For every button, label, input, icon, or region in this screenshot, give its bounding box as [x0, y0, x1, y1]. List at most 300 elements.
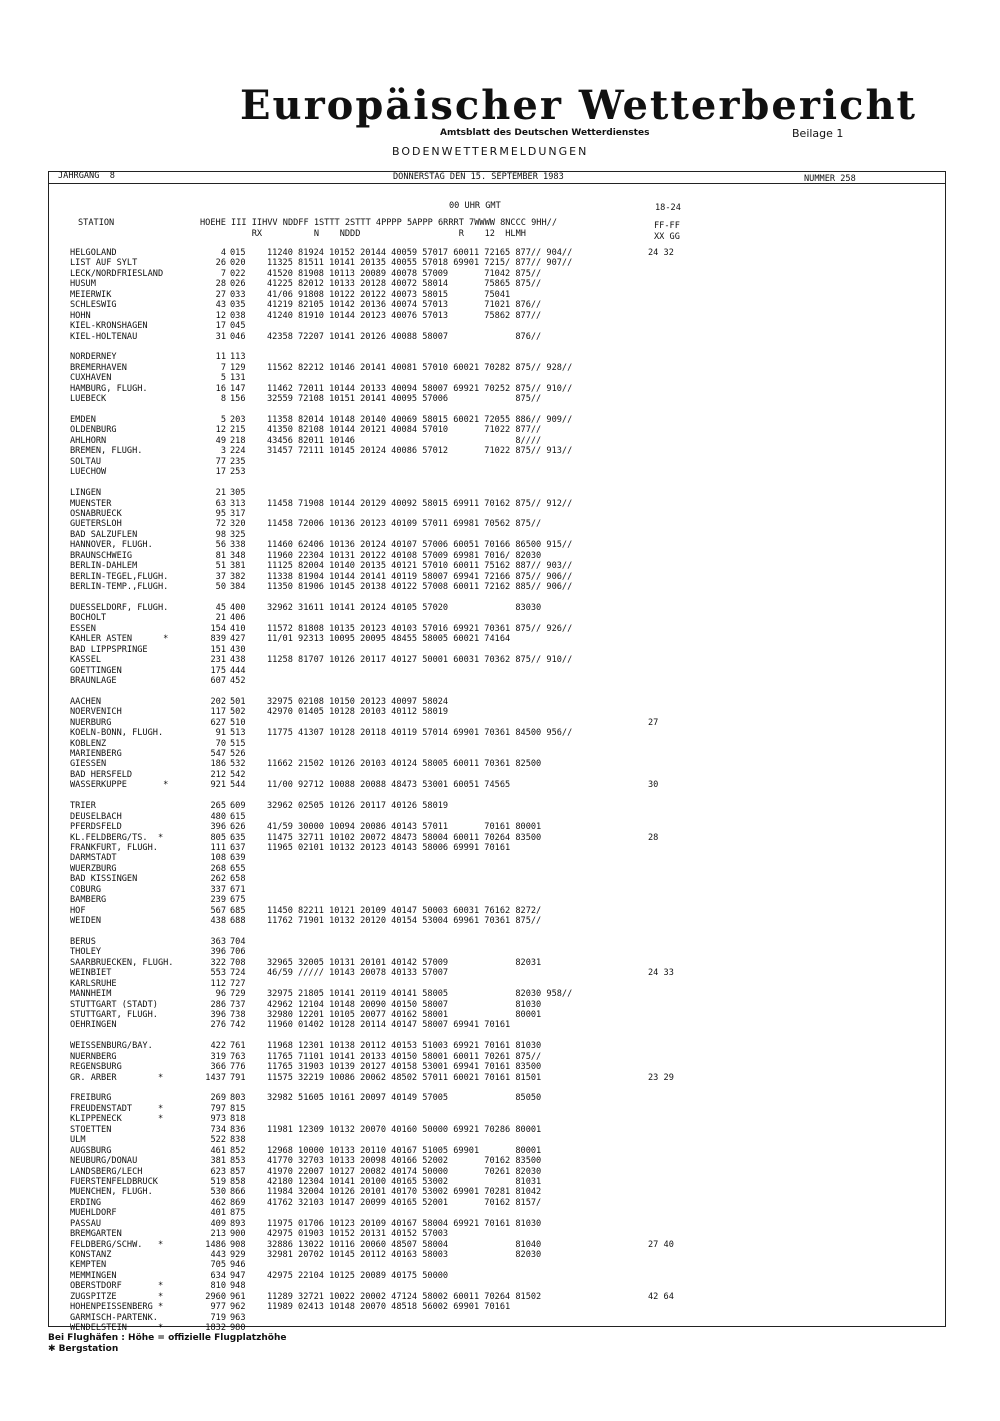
observation-codes: 41970 22007 10127 20082 40174 50000 70261 82030 — [267, 1166, 542, 1177]
observation-codes: 43456 82011 10146 8//// — [267, 435, 542, 446]
observation-codes: 32981 20702 10145 20112 40163 58003 82030 — [267, 1250, 542, 1260]
station-height: 366 — [210, 1062, 226, 1073]
station-number: 502 — [230, 707, 246, 718]
station-number: 501 — [230, 696, 246, 707]
station-number: 113 — [230, 352, 246, 363]
table-row — [70, 843, 930, 853]
station-height: 12 — [215, 310, 226, 321]
station-number: 215 — [230, 425, 246, 436]
station-height: 8 — [220, 394, 226, 405]
station-number: 513 — [230, 728, 246, 739]
table-row — [70, 645, 930, 655]
station-height: 634 — [210, 1270, 226, 1281]
station-name: BERLIN-TEGEL,FLUGH. — [70, 571, 169, 582]
footnote-airports: Bei Flughäfen : Höhe = offizielle Flugplatzhöhe — [48, 1333, 287, 1343]
station-height: 28 — [215, 279, 226, 290]
station-name: THOLEY — [70, 947, 102, 958]
observation-codes: 31457 72111 10145 20124 40086 57012 71022 875// 913// — [267, 446, 573, 457]
observation-codes: 32975 21805 10141 20119 40141 58005 82030 958// — [267, 989, 573, 1000]
station-name: NUERBURG — [70, 717, 112, 728]
station-number: 510 — [230, 717, 246, 728]
station-name: AUGSBURG — [70, 1145, 112, 1156]
station-height: 96 — [215, 989, 226, 1000]
station-number: 452 — [230, 675, 246, 686]
station-height: 265 — [210, 801, 226, 812]
station-number: 791 — [230, 1072, 246, 1083]
table-row — [70, 551, 930, 561]
table-row — [70, 540, 930, 550]
station-number: 671 — [230, 884, 246, 895]
station-height: 530 — [210, 1187, 226, 1198]
station-height: 70 — [215, 738, 226, 749]
station-name: KL.FELDBERG/TS. * — [70, 832, 164, 843]
table-row — [70, 279, 930, 289]
station-height: 56 — [215, 540, 226, 551]
table-row — [70, 1250, 930, 1260]
station-name: WEINBIET — [70, 968, 112, 979]
station-height: 3 — [220, 446, 226, 457]
table-row — [70, 697, 930, 707]
station-number: 946 — [230, 1260, 246, 1271]
station-name: SOLTAU — [70, 456, 102, 467]
station-height: 269 — [210, 1093, 226, 1104]
station-height: 462 — [210, 1197, 226, 1208]
station-number: 348 — [230, 550, 246, 561]
station-name: LIST AUF SYLT — [70, 258, 138, 269]
table-row — [70, 488, 930, 498]
station-number: 836 — [230, 1124, 246, 1135]
station-height: 43 — [215, 300, 226, 311]
station-height: 49 — [215, 435, 226, 446]
observation-codes: 11762 71901 10132 20120 40154 53004 69961 70361 875// — [267, 916, 542, 926]
supplement-label: Beilage 1 — [792, 127, 844, 140]
observation-codes: 41762 32103 10147 20099 40165 52001 70162 8157/ — [267, 1197, 542, 1208]
station-name: DEUSELBACH — [70, 811, 122, 822]
station-number: 313 — [230, 498, 246, 509]
station-number: 706 — [230, 947, 246, 958]
station-number: 761 — [230, 1041, 246, 1052]
table-row — [70, 1208, 930, 1218]
station-height: 1832 — [205, 1323, 226, 1334]
station-height: 438 — [210, 916, 226, 926]
observation-codes: 11989 02413 10148 20070 48518 56002 69901 70161 — [267, 1302, 511, 1313]
station-height: 268 — [210, 863, 226, 874]
table-row — [70, 258, 930, 268]
group-spacer — [70, 405, 930, 415]
group-spacer — [70, 791, 930, 801]
station-number: 961 — [230, 1291, 246, 1302]
observation-codes: 11765 71101 10141 20133 40150 58001 60011 70261 875// — [267, 1051, 542, 1062]
table-row — [70, 1041, 930, 1051]
table-row — [70, 436, 930, 446]
station-name: HOHENPEISSENBERG * — [70, 1302, 164, 1313]
station-number: 908 — [230, 1239, 246, 1250]
table-row — [70, 561, 930, 571]
table-row — [70, 728, 930, 738]
table-row — [70, 425, 930, 435]
station-height: 2960 — [205, 1291, 226, 1302]
station-height: 17 — [215, 321, 226, 332]
station-name: LUEBECK — [70, 394, 107, 405]
table-row — [70, 749, 930, 759]
station-height: 363 — [210, 936, 226, 947]
station-number: 866 — [230, 1187, 246, 1198]
station-name: LANDSBERG/LECH — [70, 1166, 143, 1177]
station-number: 704 — [230, 936, 246, 947]
station-number: 035 — [230, 300, 246, 311]
station-name: NOERVENICH — [70, 707, 122, 718]
extra-column-header: FF-FF — [654, 221, 680, 231]
station-number: 742 — [230, 1020, 246, 1031]
station-height: 443 — [210, 1250, 226, 1260]
station-number: 224 — [230, 446, 246, 457]
station-number: 858 — [230, 1176, 246, 1187]
station-height: 31 — [215, 331, 226, 342]
report-date: DONNERSTAG DEN 15. SEPTEMBER 1983 — [393, 172, 564, 182]
station-number: 020 — [230, 258, 246, 269]
table-row — [70, 1000, 930, 1010]
station-name: HOF — [70, 905, 86, 916]
station-number: 338 — [230, 540, 246, 551]
station-number: 400 — [230, 602, 246, 613]
footnote-mountain-station: ✱ Bergstation — [48, 1344, 119, 1354]
station-number: 724 — [230, 968, 246, 979]
table-row — [70, 300, 930, 310]
station-height: 422 — [210, 1041, 226, 1052]
station-height: 11 — [215, 352, 226, 363]
station-number: 803 — [230, 1093, 246, 1104]
table-row — [70, 989, 930, 999]
table-row — [70, 457, 930, 467]
station-name: KONSTANZ — [70, 1250, 112, 1260]
station-name: LINGEN — [70, 488, 102, 499]
table-row — [70, 822, 930, 832]
station-height: 239 — [210, 895, 226, 906]
table-row — [70, 572, 930, 582]
station-number: 838 — [230, 1135, 246, 1146]
station-name: KEMPTEN — [70, 1260, 107, 1271]
station-number: 410 — [230, 623, 246, 634]
observation-codes: 11338 81904 10144 20141 40119 58007 69941 72166 875// 906// — [267, 571, 573, 582]
station-number: 738 — [230, 1009, 246, 1020]
station-height: 154 — [210, 623, 226, 634]
station-number: 325 — [230, 529, 246, 540]
table-row — [70, 1198, 930, 1208]
observation-codes: 11475 32711 10102 20072 48473 58004 60011 70264 83500 — [267, 832, 542, 843]
station-name: BERUS — [70, 936, 96, 947]
station-name: BAD HERSFELD — [70, 769, 133, 780]
station-name: LUECHOW — [70, 467, 107, 478]
table-row — [70, 248, 930, 258]
station-name: BERLIN-DAHLEM — [70, 561, 138, 572]
station-height: 480 — [210, 811, 226, 822]
station-height: 151 — [210, 644, 226, 655]
table-row — [70, 947, 930, 957]
table-row — [70, 582, 930, 592]
station-number: 688 — [230, 916, 246, 926]
station-name: BRAUNSCHWEIG — [70, 550, 133, 561]
station-number: 147 — [230, 383, 246, 394]
code-column-subheaders: RX N NDDD R 12 HLMH — [200, 229, 526, 239]
station-height: 98 — [215, 529, 226, 540]
observation-time: 00 UHR GMT — [449, 201, 501, 211]
table-row — [70, 770, 930, 780]
station-number: 544 — [230, 780, 246, 791]
observation-codes: 11240 81924 10152 20144 40059 57017 60011 72165 877// 904// — [267, 248, 573, 258]
station-number: 980 — [230, 1323, 246, 1334]
table-row — [70, 519, 930, 529]
station-number: 317 — [230, 508, 246, 519]
station-name: NUERNBERG — [70, 1051, 117, 1062]
station-number: 818 — [230, 1114, 246, 1125]
group-spacer — [70, 592, 930, 602]
extra-values: 24 33 — [648, 968, 674, 979]
station-number: 406 — [230, 613, 246, 624]
station-name: FREUDENSTADT * — [70, 1103, 164, 1114]
station-name: BAD KISSINGEN — [70, 874, 138, 885]
station-number: 929 — [230, 1250, 246, 1260]
station-name: HANNOVER, FLUGH. — [70, 540, 153, 551]
station-height: 5 — [220, 415, 226, 425]
station-height: 16 — [215, 383, 226, 394]
station-height: 17 — [215, 467, 226, 478]
observation-codes: 11765 31903 10139 20127 40158 53001 69941 70161 83500 — [267, 1062, 542, 1073]
observation-codes: 11575 32219 10086 20062 48502 57011 60021 70161 81501 — [267, 1072, 542, 1083]
station-name: ERDING — [70, 1197, 102, 1208]
station-height: 337 — [210, 884, 226, 895]
observation-codes: 32982 51605 10161 20097 40149 57005 85050 — [267, 1093, 542, 1104]
table-row — [70, 1302, 930, 1312]
station-height: 63 — [215, 498, 226, 509]
station-height: 623 — [210, 1166, 226, 1177]
extra-values: 27 — [648, 717, 659, 728]
observation-codes: 11965 02101 10132 20123 40143 58006 69991 70161 — [267, 842, 511, 853]
observation-codes: 41240 81910 10144 20123 40076 57013 75862 877// — [267, 310, 542, 321]
station-name: ULM — [70, 1135, 86, 1146]
station-name: OLDENBURG — [70, 425, 117, 436]
table-row — [70, 759, 930, 769]
table-row — [70, 1114, 930, 1124]
station-height: 72 — [215, 519, 226, 530]
station-name: MUENSTER — [70, 498, 112, 509]
group-spacer — [70, 478, 930, 488]
station-name: GUETERSLOH — [70, 519, 122, 530]
table-row — [70, 1073, 930, 1083]
station-height: 921 — [210, 780, 226, 791]
station-name: REGENSBURG — [70, 1062, 122, 1073]
table-row — [70, 1177, 930, 1187]
station-name: GARMISCH-PARTENK. — [70, 1312, 158, 1323]
station-number: 218 — [230, 435, 246, 446]
observation-codes: 42975 22104 10125 20089 40175 50000 — [267, 1270, 449, 1281]
observation-codes: 11572 81808 10135 20123 40103 57016 69921 70361 875// 926// — [267, 623, 573, 634]
table-row — [70, 311, 930, 321]
station-name: HUSUM — [70, 279, 96, 290]
station-name: COBURG — [70, 884, 102, 895]
station-name: BRAUNLAGE — [70, 675, 117, 686]
station-number: 131 — [230, 373, 246, 384]
station-height: 522 — [210, 1135, 226, 1146]
station-height: 213 — [210, 1229, 226, 1240]
station-number: 033 — [230, 289, 246, 300]
station-height: 112 — [210, 978, 226, 989]
station-name: SAARBRUECKEN, FLUGH. — [70, 957, 174, 968]
station-height: 276 — [210, 1020, 226, 1031]
table-row — [70, 1292, 930, 1302]
station-number: 156 — [230, 394, 246, 405]
table-row — [70, 874, 930, 884]
observation-codes: 11775 41307 10128 20118 40119 57014 69901 70361 84500 956// — [267, 728, 573, 739]
station-number: 532 — [230, 759, 246, 770]
station-number: 305 — [230, 488, 246, 499]
table-row — [70, 1156, 930, 1166]
extra-values: 27 40 — [648, 1239, 674, 1250]
station-height: 627 — [210, 717, 226, 728]
extra-values: 24 32 — [648, 248, 674, 258]
table-row — [70, 812, 930, 822]
station-number: 639 — [230, 853, 246, 864]
station-name: OSNABRUECK — [70, 508, 122, 519]
station-name: BAD SALZUFLEN — [70, 529, 138, 540]
station-name: GIESSEN — [70, 759, 107, 770]
station-number: 320 — [230, 519, 246, 530]
table-row — [70, 415, 930, 425]
table-row — [70, 958, 930, 968]
station-height: 5 — [220, 373, 226, 384]
group-spacer — [70, 1083, 930, 1093]
station-name: MANNHEIM — [70, 989, 112, 1000]
observation-codes: 32975 02108 10150 20123 40097 58024 — [267, 696, 449, 707]
station-height: 1486 — [205, 1239, 226, 1250]
station-height: 186 — [210, 759, 226, 770]
station-number: 962 — [230, 1302, 246, 1313]
station-number: 737 — [230, 999, 246, 1010]
table-row — [70, 864, 930, 874]
table-row — [70, 624, 930, 634]
station-height: 977 — [210, 1302, 226, 1313]
station-height: 45 — [215, 602, 226, 613]
station-number: 438 — [230, 655, 246, 666]
station-name: MARIENBERG — [70, 749, 122, 759]
observation-codes: 11289 32721 10022 20002 47124 58002 60011 70264 81502 — [267, 1291, 542, 1302]
station-name: CUXHAVEN — [70, 373, 112, 384]
station-name: MUENCHEN, FLUGH. — [70, 1187, 153, 1198]
station-number: 857 — [230, 1166, 246, 1177]
station-height: 567 — [210, 905, 226, 916]
station-height: 91 — [215, 728, 226, 739]
station-name: GR. ARBER * — [70, 1072, 164, 1083]
station-name: AACHEN — [70, 696, 102, 707]
station-name: KOBLENZ — [70, 738, 107, 749]
table-row — [70, 352, 930, 362]
table-row — [70, 780, 930, 790]
table-row — [70, 1281, 930, 1291]
table-row — [70, 1229, 930, 1239]
extra-column-subheader: XX GG — [654, 232, 680, 242]
observation-codes: 42962 12104 10148 20090 40150 58007 81030 — [267, 999, 542, 1010]
station-name: ESSEN — [70, 623, 96, 634]
issue-number: NUMMER 258 — [804, 174, 856, 184]
station-height: 719 — [210, 1312, 226, 1323]
volume-label: JAHRGANG 8 — [58, 171, 115, 181]
station-number: 658 — [230, 874, 246, 885]
station-height: 553 — [210, 968, 226, 979]
station-name: STUTTGART, FLUGH. — [70, 1009, 158, 1020]
observation-codes: 41219 82105 10142 20136 40074 57013 71021 876// — [267, 300, 542, 311]
table-row — [70, 968, 930, 978]
station-number: 875 — [230, 1208, 246, 1219]
station-name: GOETTINGEN — [70, 665, 122, 676]
station-number: 675 — [230, 895, 246, 906]
station-height: 547 — [210, 749, 226, 759]
station-name: BAMBERG — [70, 895, 107, 906]
extra-values: 30 — [648, 780, 659, 791]
station-name: KARLSRUHE — [70, 978, 117, 989]
observation-codes: 11981 12309 10132 20070 40160 50000 69921 70286 80001 — [267, 1124, 542, 1135]
table-row — [70, 833, 930, 843]
table-row — [70, 384, 930, 394]
observation-codes: 32980 12201 10105 20077 40162 58001 80001 — [267, 1009, 542, 1020]
table-row — [70, 718, 930, 728]
station-height: 607 — [210, 675, 226, 686]
station-number: 022 — [230, 268, 246, 279]
table-row — [70, 467, 930, 477]
table-row — [70, 1167, 930, 1177]
observation-codes: 42970 01405 10128 20103 40112 58019 — [267, 707, 449, 718]
table-row — [70, 937, 930, 947]
table-row — [70, 853, 930, 863]
station-name: LECK/NORDFRIESLAND — [70, 268, 164, 279]
station-name: FELDBERG/SCHW. * — [70, 1239, 164, 1250]
station-height: 810 — [210, 1281, 226, 1292]
extra-values: 23 29 — [648, 1072, 674, 1083]
observation-codes: 11258 81707 10126 20117 40127 50001 60031 70362 875// 910// — [267, 655, 573, 666]
station-name: OBERSTDORF * — [70, 1281, 164, 1292]
station-number: 852 — [230, 1145, 246, 1156]
station-number: 129 — [230, 362, 246, 373]
observation-codes: 32886 13022 10116 20060 48507 58004 81040 — [267, 1239, 542, 1250]
table-row — [70, 1052, 930, 1062]
station-height: 175 — [210, 665, 226, 676]
observation-codes: 41350 82108 10144 20121 40084 57010 71022 877// — [267, 425, 542, 436]
station-number: 776 — [230, 1062, 246, 1073]
station-number: 381 — [230, 561, 246, 572]
station-name: HAMBURG, FLUGH. — [70, 383, 148, 394]
table-row — [70, 1323, 930, 1333]
station-number: 026 — [230, 279, 246, 290]
station-number: 609 — [230, 801, 246, 812]
extra-column-title: 18-24 — [655, 203, 681, 213]
station-name: PASSAU — [70, 1218, 102, 1229]
station-height: 734 — [210, 1124, 226, 1135]
observation-codes: 11358 82014 10148 20140 40069 58015 60021 72055 886// 909// — [267, 415, 573, 425]
table-row — [70, 1271, 930, 1281]
station-name: NORDERNEY — [70, 352, 117, 363]
subtitle: Amtsblatt des Deutschen Wetterdienstes — [440, 128, 650, 138]
section-title: BODENWETTERMELDUNGEN — [392, 145, 589, 158]
station-height: 37 — [215, 571, 226, 582]
observation-codes: 46/59 ///// 10143 20078 40133 57007 — [267, 968, 449, 979]
station-number: 815 — [230, 1103, 246, 1114]
station-number: 727 — [230, 978, 246, 989]
table-row — [70, 707, 930, 717]
station-name: BREMERHAVEN — [70, 362, 127, 373]
observation-codes: 11562 82212 10146 20141 40081 57010 60021 70282 875// 928// — [267, 362, 573, 373]
station-number: 615 — [230, 811, 246, 822]
station-height: 396 — [210, 822, 226, 833]
station-height: 461 — [210, 1145, 226, 1156]
station-number: 626 — [230, 822, 246, 833]
